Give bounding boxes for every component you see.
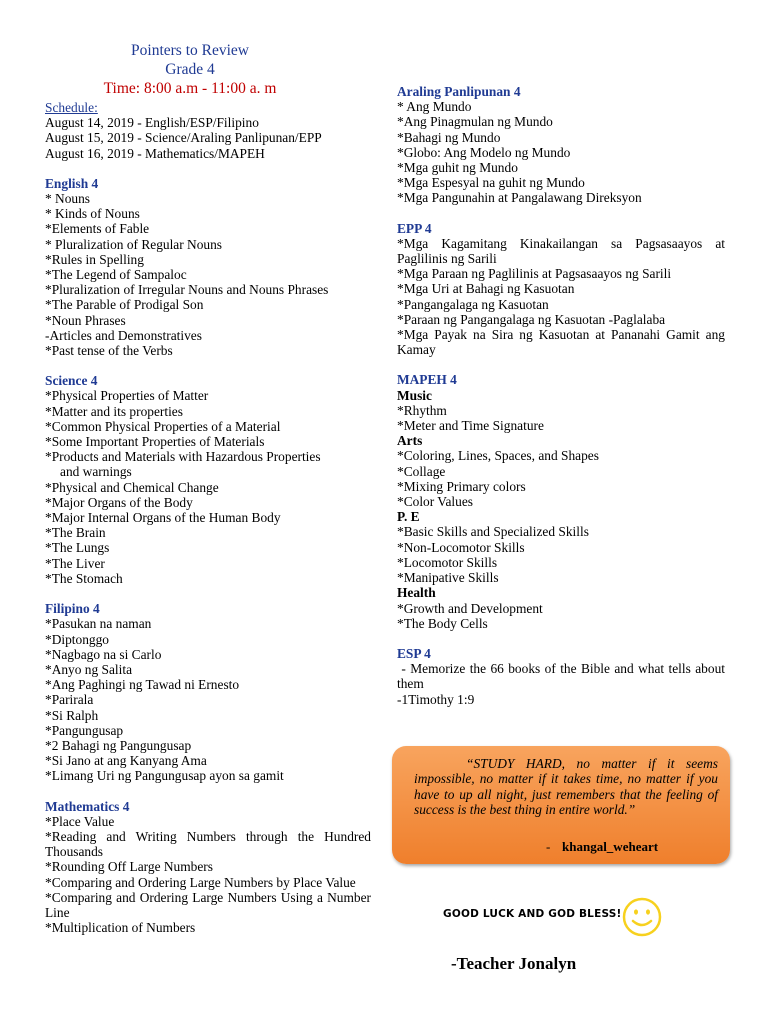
smiley-face-icon [622,897,662,937]
quote-box [392,746,730,864]
list-item: *Pangungusap [45,722,124,738]
list-item: *Growth and Development [397,600,543,616]
list-item: *Color Values [397,494,474,510]
section-title: EPP 4 [397,220,432,236]
list-item: *Comparing and Ordering Large Numbers by Place Value [45,874,356,890]
list-item: *The Liver [45,555,105,571]
section-title: Araling Panlipunan 4 [397,84,521,99]
list-item: *Locomotor Skills [397,554,498,570]
list-item: *Matter and its properties [45,403,183,419]
schedule-label: Schedule: [45,100,98,115]
list-item: *Si Ralph [45,707,99,723]
list-item: *Mga Kagamitang Kinakailangan sa Pagsasaayos at Paglilinis ng Sarili [397,235,725,267]
list-item: *Pasukan na naman [45,616,152,632]
schedule-row: August 14, 2019 - English/ESP/Filipino [45,115,259,131]
list-item: *Past tense of the Verbs [45,343,173,359]
document-header [45,41,335,98]
list-item: -1Timothy 1:9 [397,691,475,707]
list-item: *Diptonggo [45,631,109,647]
section-title: Filipino 4 [45,601,100,617]
list-item: *Coloring, Lines, Spaces, and Shapes [397,448,599,464]
list-item: *The Body Cells [397,615,488,631]
list-item: and warnings [60,464,132,480]
list-item: *Globo: Ang Modelo ng Mundo [397,144,571,160]
list-item: * Pluralization of Regular Nouns [45,236,223,252]
list-item: *Physical Properties of Matter [45,388,209,404]
section-esp [397,645,729,707]
quote-dash: - [546,839,551,854]
list-item: *Major Internal Organs of the Human Body [45,510,281,526]
subsection-title-pe: P. E [397,509,420,525]
section-science [45,373,371,586]
list-item: *Elements of Fable [45,221,150,237]
subsection-title-health: Health [397,585,436,601]
list-item: *Pluralization of Irregular Nouns and Nouns Phrases [45,282,329,298]
list-item: *Rules in Spelling [45,251,144,267]
list-item: *Mixing Primary colors [397,478,526,494]
subsection-title-arts: Arts [397,433,423,449]
quote-text: “STUDY HARD, no matter if it seems impossible, no matter if it takes time, no matter if you have to up all night, just remembers that the feeling of success is the best thing in entire world.” [414,756,718,817]
list-item: *Meter and Time Signature [397,418,544,434]
section-title: ESP 4 [397,645,431,661]
list-item: *Mga Pangunahin at Pangalawang Direksyon [397,190,642,206]
list-item: *Limang Uri ng Pangungusap ayon sa gamit [45,768,284,784]
list-item: *Basic Skills and Specialized Skills [397,524,589,540]
list-item: *The Brain [45,525,106,541]
schedule-row: August 15, 2019 - Science/Araling Panlipunan/EPP [45,130,322,146]
list-item: *Multiplication of Numbers [45,920,196,936]
list-item: * Ang Mundo [397,99,472,115]
list-item: *Major Organs of the Body [45,494,193,510]
list-item: *Nagbago na si Carlo [45,646,162,662]
page-title: Pointers to Review [131,42,249,59]
right-column [397,84,729,707]
list-item: *Manipative Skills [397,570,499,586]
exam-time: Time: 8:00 a.m - 11:00 a. m [103,80,277,97]
list-item: * Kinds of Nouns [45,206,140,222]
list-item: *Rounding Off Large Numbers [45,859,213,875]
left-column [45,41,371,935]
section-filipino [45,601,371,783]
list-item: *Products and Materials with Hazardous Properties [45,449,321,465]
list-item: *Non-Locomotor Skills [397,539,525,555]
list-item: *Mga Espesyal na guhit ng Mundo [397,175,585,191]
section-mathematics [45,799,371,936]
list-item: *The Lungs [45,540,110,556]
list-item: *Bahagi ng Mundo [397,129,501,145]
section-english [45,176,371,358]
list-item: *Mga Paraan ng Paglilinis at Pagsasaayos ng Sarili [397,266,672,282]
list-item: *The Parable of Prodigal Son [45,297,204,313]
list-item: *2 Bahagi ng Pangungusap [45,737,192,753]
section-araling-panlipunan [397,84,725,206]
list-item: *Ang Pinagmulan ng Mundo [397,114,553,130]
list-item: *Ang Paghingi ng Tawad ni Ernesto [45,677,240,693]
list-item: * Nouns [45,191,91,207]
section-title: Science 4 [45,373,98,389]
list-item: -Articles and Demonstratives [45,327,202,343]
list-item: - Memorize the 66 books of the Bible and what tells about them [397,661,729,692]
schedule-row: August 16, 2019 - Mathematics/MAPEH [45,145,265,161]
list-item: *Paraan ng Pangangalaga ng Kasuotan -Paglalaba [397,311,666,327]
section-mapeh [397,372,725,630]
list-item: *Parirala [45,692,94,708]
list-item: *Mga Uri at Bahagi ng Kasuotan [397,281,575,297]
subsection-title-music: Music [397,387,432,403]
list-item: *Comparing and Ordering Large Numbers Using a Number Line [45,889,371,920]
section-title: English 4 [45,175,99,191]
list-item: *The Stomach [45,570,123,586]
grade-label: Grade 4 [165,61,215,78]
list-item: *Si Jano at ang Kanyang Ama [45,753,207,769]
teacher-signature: -Teacher Jonalyn [451,954,577,973]
section-title: Mathematics 4 [45,798,130,814]
good-luck-message: GOOD LUCK AND GOD BLESS! [443,908,622,920]
list-item: *Collage [397,463,446,479]
list-item: *Common Physical Properties of a Material [45,418,281,434]
section-epp [397,221,725,358]
list-item: *Pangangalaga ng Kasuotan [397,296,549,312]
list-item: *The Legend of Sampaloc [45,267,187,283]
quote-author: khangal_weheart [562,839,659,854]
list-item: *Rhythm [397,402,447,418]
schedule-list [45,115,371,161]
section-title: MAPEH 4 [397,372,457,388]
list-item: *Physical and Chemical Change [45,479,219,495]
list-item: *Some Important Properties of Materials [45,434,265,450]
list-item: *Mga guhit ng Mundo [397,160,518,176]
list-item: *Anyo ng Salita [45,661,133,677]
list-item: *Place Value [45,813,115,829]
list-item: *Mga Payak na Sira ng Kasuotan at Pananahi Gamit ang Kamay [397,327,725,358]
list-item: *Reading and Writing Numbers through the Hundred Thousands [45,828,371,860]
list-item: *Noun Phrases [45,312,126,328]
